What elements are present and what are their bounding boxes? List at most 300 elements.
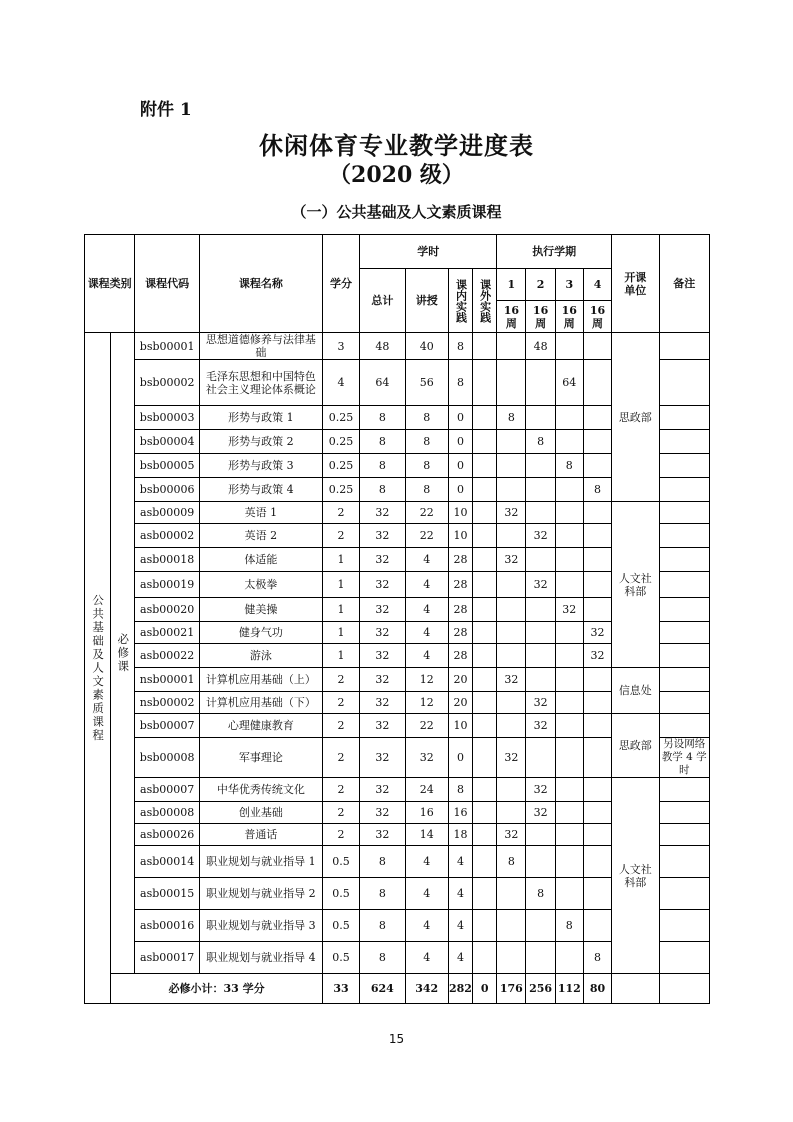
remark-cell <box>659 878 710 910</box>
semester-3 <box>555 942 583 974</box>
header-course-code: 课程代码 <box>135 235 200 333</box>
course-code: bsb00001 <box>135 333 200 360</box>
page-title: 休闲体育专业教学进度表 <box>259 131 534 160</box>
schedule-table <box>84 234 710 1004</box>
subtotal-extra: 0 <box>473 974 497 1004</box>
semester-4 <box>583 738 611 778</box>
course-credit: 2 <box>322 714 359 738</box>
semester-1 <box>497 692 526 714</box>
hours-practice: 0 <box>448 430 472 454</box>
semester-2 <box>526 644 555 668</box>
subtotal-credit: 33 <box>322 974 359 1004</box>
hours-total: 32 <box>360 598 405 622</box>
hours-practice: 10 <box>448 502 472 524</box>
course-code: nsb00001 <box>135 668 200 692</box>
hours-extra <box>473 430 497 454</box>
semester-4 <box>583 333 611 360</box>
course-code: bsb00007 <box>135 714 200 738</box>
header-credits: 学分 <box>322 235 359 333</box>
course-name: 英语 2 <box>199 524 322 548</box>
hours-lecture: 8 <box>405 478 448 502</box>
header-dept: 开课单位 <box>612 235 659 333</box>
hours-practice: 28 <box>448 548 472 572</box>
course-code: asb00019 <box>135 572 200 598</box>
dept-cell: 信息处 <box>612 668 659 714</box>
semester-2: 32 <box>526 714 555 738</box>
semester-3 <box>555 692 583 714</box>
hours-extra <box>473 478 497 502</box>
remark-cell <box>659 406 710 430</box>
course-name: 创业基础 <box>199 802 322 824</box>
category-label: 公共基础及人文素质课程 <box>91 593 106 743</box>
hours-lecture: 8 <box>405 406 448 430</box>
semester-4 <box>583 572 611 598</box>
semester-4 <box>583 406 611 430</box>
hours-practice: 18 <box>448 824 472 846</box>
semester-2 <box>526 502 555 524</box>
subtotal-label: 必修小计：33 学分 <box>111 974 323 1004</box>
hours-lecture: 4 <box>405 878 448 910</box>
course-name: 形势与政策 2 <box>199 430 322 454</box>
course-code: bsb00002 <box>135 360 200 406</box>
hours-lecture: 12 <box>405 692 448 714</box>
semester-2 <box>526 738 555 778</box>
semester-1: 32 <box>497 548 526 572</box>
course-code: asb00016 <box>135 910 200 942</box>
hours-extra <box>473 524 497 548</box>
hours-total: 32 <box>360 714 405 738</box>
header-course-type: 课程类别 <box>85 235 135 333</box>
hours-lecture: 14 <box>405 824 448 846</box>
remark-cell <box>659 942 710 974</box>
course-code: bsb00005 <box>135 454 200 478</box>
course-name: 形势与政策 3 <box>199 454 322 478</box>
hours-extra <box>473 333 497 360</box>
semester-2: 48 <box>526 333 555 360</box>
hours-total: 32 <box>360 502 405 524</box>
semester-1 <box>497 778 526 802</box>
category-cell <box>85 333 111 1004</box>
hours-extra <box>473 910 497 942</box>
subtotal-dept <box>612 974 659 1004</box>
semester-2 <box>526 548 555 572</box>
semester-3: 8 <box>555 454 583 478</box>
table-row <box>85 714 710 738</box>
hours-practice: 8 <box>448 333 472 360</box>
remark-cell <box>659 360 710 406</box>
hours-total: 8 <box>360 406 405 430</box>
semester-2 <box>526 622 555 644</box>
semester-1: 32 <box>497 738 526 778</box>
hours-lecture: 8 <box>405 430 448 454</box>
dept-cell: 人文社科部 <box>612 778 659 974</box>
hours-practice: 28 <box>448 598 472 622</box>
semester-2 <box>526 598 555 622</box>
course-credit: 2 <box>322 738 359 778</box>
hours-lecture: 32 <box>405 738 448 778</box>
hours-total: 8 <box>360 878 405 910</box>
semester-3 <box>555 502 583 524</box>
course-credit: 0.25 <box>322 454 359 478</box>
hours-total: 8 <box>360 942 405 974</box>
hours-total: 48 <box>360 333 405 360</box>
course-credit: 0.5 <box>322 846 359 878</box>
hours-total: 32 <box>360 824 405 846</box>
hours-practice: 4 <box>448 878 472 910</box>
hours-extra <box>473 502 497 524</box>
dept-cell: 思政部 <box>612 333 659 502</box>
course-name: 计算机应用基础（下） <box>199 692 322 714</box>
course-code: asb00002 <box>135 524 200 548</box>
course-credit: 4 <box>322 360 359 406</box>
course-name: 军事理论 <box>199 738 322 778</box>
semester-2: 32 <box>526 802 555 824</box>
subtotal-s1: 176 <box>497 974 526 1004</box>
course-code: asb00014 <box>135 846 200 878</box>
hours-extra <box>473 548 497 572</box>
subtotal-remark <box>659 974 710 1004</box>
semester-2: 32 <box>526 778 555 802</box>
page-subtitle: （2020 级） <box>329 162 464 188</box>
hours-lecture: 24 <box>405 778 448 802</box>
hours-extra <box>473 572 497 598</box>
header-weeks2: 16周 <box>526 301 555 333</box>
semester-1 <box>497 878 526 910</box>
hours-total: 32 <box>360 572 405 598</box>
hours-extra <box>473 778 497 802</box>
semester-2 <box>526 910 555 942</box>
hours-extra <box>473 942 497 974</box>
hours-extra <box>473 644 497 668</box>
hours-practice: 0 <box>448 406 472 430</box>
header-sem1: 1 <box>497 269 526 301</box>
table-row <box>85 333 710 360</box>
header-weeks4: 16周 <box>583 301 611 333</box>
course-code: asb00020 <box>135 598 200 622</box>
hours-extra <box>473 714 497 738</box>
course-code: asb00026 <box>135 824 200 846</box>
hours-practice: 4 <box>448 846 472 878</box>
course-name: 游泳 <box>199 644 322 668</box>
hours-extra <box>473 622 497 644</box>
semester-1: 32 <box>497 824 526 846</box>
semester-3: 8 <box>555 910 583 942</box>
hours-lecture: 22 <box>405 502 448 524</box>
course-credit: 3 <box>322 333 359 360</box>
page-number: 15 <box>388 1032 405 1046</box>
semester-1 <box>497 360 526 406</box>
hours-practice: 0 <box>448 478 472 502</box>
hours-practice: 10 <box>448 524 472 548</box>
course-name: 毛泽东思想和中国特色社会主义理论体系概论 <box>199 360 322 406</box>
remark-cell <box>659 454 710 478</box>
semester-2 <box>526 824 555 846</box>
hours-extra <box>473 454 497 478</box>
hours-practice: 4 <box>448 910 472 942</box>
remark-cell <box>659 598 710 622</box>
table-row <box>85 778 710 802</box>
course-name: 计算机应用基础（上） <box>199 668 322 692</box>
course-code: asb00017 <box>135 942 200 974</box>
dept-cell: 人文社科部 <box>612 502 659 668</box>
semester-3: 32 <box>555 598 583 622</box>
semester-3 <box>555 778 583 802</box>
semester-1 <box>497 430 526 454</box>
header-semesters: 执行学期 <box>497 235 612 269</box>
semester-3 <box>555 333 583 360</box>
course-credit: 2 <box>322 778 359 802</box>
hours-extra <box>473 692 497 714</box>
hours-total: 64 <box>360 360 405 406</box>
subtotal-s3: 112 <box>555 974 583 1004</box>
semester-3 <box>555 714 583 738</box>
subtotal-s2: 256 <box>526 974 555 1004</box>
hours-extra <box>473 668 497 692</box>
subcategory-cell <box>111 333 135 974</box>
hours-lecture: 4 <box>405 644 448 668</box>
hours-extra <box>473 598 497 622</box>
course-code: asb00022 <box>135 644 200 668</box>
table-row <box>85 502 710 524</box>
course-credit: 0.5 <box>322 878 359 910</box>
hours-total: 32 <box>360 622 405 644</box>
course-name: 形势与政策 1 <box>199 406 322 430</box>
semester-4 <box>583 692 611 714</box>
header-sem2: 2 <box>526 269 555 301</box>
header-hours-total: 总计 <box>360 269 405 333</box>
semester-2 <box>526 406 555 430</box>
semester-4 <box>583 910 611 942</box>
semester-1 <box>497 910 526 942</box>
header-hours-extra: 课外实践 <box>473 269 497 333</box>
semester-3: 64 <box>555 360 583 406</box>
course-name: 中华优秀传统文化 <box>199 778 322 802</box>
hours-lecture: 4 <box>405 598 448 622</box>
hours-lecture: 4 <box>405 910 448 942</box>
subtotal-row <box>85 974 710 1004</box>
semester-4 <box>583 714 611 738</box>
semester-4 <box>583 524 611 548</box>
course-credit: 2 <box>322 524 359 548</box>
hours-practice: 28 <box>448 644 472 668</box>
semester-1 <box>497 333 526 360</box>
hours-total: 32 <box>360 692 405 714</box>
hours-total: 32 <box>360 548 405 572</box>
course-code: nsb00002 <box>135 692 200 714</box>
hours-practice: 20 <box>448 668 472 692</box>
semester-4 <box>583 360 611 406</box>
semester-3 <box>555 430 583 454</box>
hours-extra <box>473 846 497 878</box>
semester-2 <box>526 668 555 692</box>
header-weeks1: 16周 <box>497 301 526 333</box>
remark-cell <box>659 692 710 714</box>
course-name: 职业规划与就业指导 2 <box>199 878 322 910</box>
semester-4: 32 <box>583 622 611 644</box>
remark-cell <box>659 778 710 802</box>
remark-cell <box>659 910 710 942</box>
course-credit: 2 <box>322 668 359 692</box>
annex-label: 附件 1 <box>140 100 192 120</box>
hours-total: 8 <box>360 430 405 454</box>
hours-total: 8 <box>360 454 405 478</box>
course-name: 英语 1 <box>199 502 322 524</box>
semester-3 <box>555 622 583 644</box>
semester-3 <box>555 524 583 548</box>
semester-1 <box>497 714 526 738</box>
section-title: （一）公共基础及人文素质课程 <box>291 203 502 221</box>
semester-2: 32 <box>526 524 555 548</box>
semester-4: 8 <box>583 942 611 974</box>
remark-cell <box>659 644 710 668</box>
hours-lecture: 40 <box>405 333 448 360</box>
hours-lecture: 4 <box>405 548 448 572</box>
semester-3 <box>555 644 583 668</box>
semester-3 <box>555 846 583 878</box>
dept-cell: 思政部 <box>612 714 659 778</box>
hours-lecture: 56 <box>405 360 448 406</box>
course-code: asb00021 <box>135 622 200 644</box>
course-code: bsb00008 <box>135 738 200 778</box>
hours-lecture: 4 <box>405 622 448 644</box>
hours-total: 32 <box>360 668 405 692</box>
header-hours-practice: 课内实践 <box>448 269 472 333</box>
semester-4 <box>583 430 611 454</box>
semester-1: 32 <box>497 668 526 692</box>
semester-4 <box>583 502 611 524</box>
semester-1: 8 <box>497 846 526 878</box>
subcategory-label: 必修课 <box>116 632 131 674</box>
semester-1 <box>497 644 526 668</box>
remark-cell <box>659 846 710 878</box>
semester-2 <box>526 942 555 974</box>
course-name: 职业规划与就业指导 1 <box>199 846 322 878</box>
hours-lecture: 22 <box>405 714 448 738</box>
course-credit: 0.25 <box>322 406 359 430</box>
course-name: 普通话 <box>199 824 322 846</box>
hours-practice: 28 <box>448 572 472 598</box>
course-credit: 1 <box>322 598 359 622</box>
semester-3 <box>555 478 583 502</box>
semester-2 <box>526 846 555 878</box>
course-credit: 2 <box>322 802 359 824</box>
semester-1 <box>497 622 526 644</box>
remark-cell <box>659 802 710 824</box>
semester-4 <box>583 846 611 878</box>
semester-2: 8 <box>526 430 555 454</box>
semester-2 <box>526 478 555 502</box>
course-credit: 0.5 <box>322 942 359 974</box>
course-credit: 2 <box>322 502 359 524</box>
hours-extra <box>473 824 497 846</box>
semester-3 <box>555 878 583 910</box>
semester-4 <box>583 454 611 478</box>
semester-1: 8 <box>497 406 526 430</box>
hours-total: 8 <box>360 910 405 942</box>
hours-extra <box>473 878 497 910</box>
course-credit: 0.25 <box>322 430 359 454</box>
semester-3 <box>555 668 583 692</box>
hours-practice: 8 <box>448 360 472 406</box>
hours-extra <box>473 802 497 824</box>
header-sem4: 4 <box>583 269 611 301</box>
semester-2: 8 <box>526 878 555 910</box>
subtotal-lecture: 342 <box>405 974 448 1004</box>
hours-extra <box>473 360 497 406</box>
course-name: 形势与政策 4 <box>199 478 322 502</box>
course-name: 心理健康教育 <box>199 714 322 738</box>
header-sem3: 3 <box>555 269 583 301</box>
hours-total: 8 <box>360 846 405 878</box>
course-code: asb00009 <box>135 502 200 524</box>
semester-4 <box>583 802 611 824</box>
course-credit: 1 <box>322 622 359 644</box>
hours-total: 32 <box>360 738 405 778</box>
hours-lecture: 8 <box>405 454 448 478</box>
hours-lecture: 12 <box>405 668 448 692</box>
hours-total: 32 <box>360 778 405 802</box>
course-name: 思想道德修养与法律基础 <box>199 333 322 360</box>
hours-lecture: 16 <box>405 802 448 824</box>
header-course-name: 课程名称 <box>199 235 322 333</box>
course-code: bsb00004 <box>135 430 200 454</box>
semester-1 <box>497 598 526 622</box>
header-hours-lecture: 讲授 <box>405 269 448 333</box>
course-credit: 1 <box>322 644 359 668</box>
semester-2 <box>526 360 555 406</box>
hours-extra <box>473 406 497 430</box>
header-remark: 备注 <box>659 235 710 333</box>
hours-lecture: 22 <box>405 524 448 548</box>
course-name: 健美操 <box>199 598 322 622</box>
semester-4: 8 <box>583 478 611 502</box>
hours-practice: 0 <box>448 738 472 778</box>
course-name: 体适能 <box>199 548 322 572</box>
semester-3 <box>555 824 583 846</box>
hours-lecture: 4 <box>405 572 448 598</box>
semester-3 <box>555 572 583 598</box>
remark-cell <box>659 524 710 548</box>
semester-4 <box>583 598 611 622</box>
remark-cell <box>659 430 710 454</box>
course-name: 太极拳 <box>199 572 322 598</box>
table-row <box>85 668 710 692</box>
hours-practice: 0 <box>448 454 472 478</box>
course-code: bsb00006 <box>135 478 200 502</box>
semester-1 <box>497 942 526 974</box>
semester-3 <box>555 406 583 430</box>
remark-cell <box>659 622 710 644</box>
course-credit: 2 <box>322 692 359 714</box>
course-credit: 0.25 <box>322 478 359 502</box>
hours-total: 32 <box>360 524 405 548</box>
course-credit: 0.5 <box>322 910 359 942</box>
remark-cell <box>659 714 710 738</box>
semester-2 <box>526 454 555 478</box>
course-code: asb00018 <box>135 548 200 572</box>
remark-cell: 另设网络教学 4 学时 <box>659 738 710 778</box>
header-weeks3: 16周 <box>555 301 583 333</box>
course-credit: 1 <box>322 548 359 572</box>
remark-cell <box>659 478 710 502</box>
hours-lecture: 4 <box>405 846 448 878</box>
remark-cell <box>659 668 710 692</box>
subtotal-practice: 282 <box>448 974 472 1004</box>
hours-lecture: 4 <box>405 942 448 974</box>
hours-extra <box>473 738 497 778</box>
course-code: asb00015 <box>135 878 200 910</box>
hours-total: 8 <box>360 478 405 502</box>
